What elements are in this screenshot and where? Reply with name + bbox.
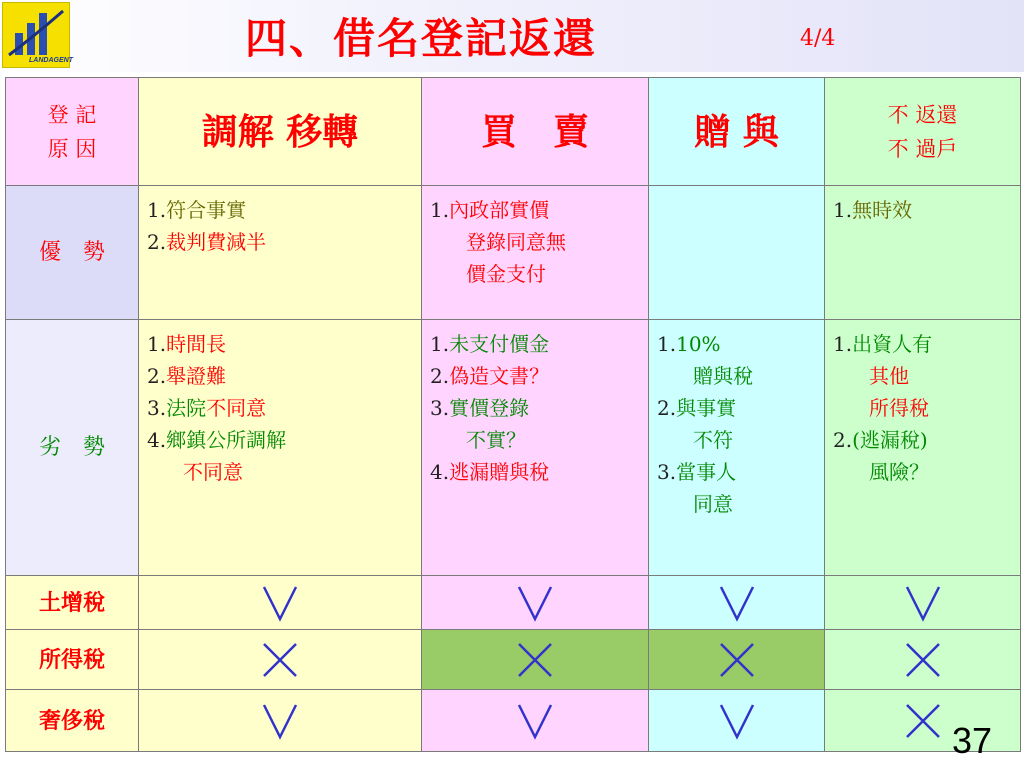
check-icon — [901, 583, 945, 623]
disadvantages-label: 劣 勢 — [6, 320, 139, 576]
item-text: 內政部實價 — [449, 198, 550, 222]
tax-mark-cell — [825, 576, 1021, 630]
check-icon — [715, 583, 759, 623]
cross-icon — [901, 701, 945, 741]
tax-mark-cell — [422, 690, 649, 752]
tax-label: 奢侈稅 — [6, 690, 139, 752]
item-number: 1. — [430, 332, 450, 356]
item-text: 逃漏贈與稅 — [449, 460, 550, 484]
header-cell-gift — [649, 78, 825, 186]
item-text: 舉證難 — [166, 364, 227, 388]
logo-text: LANDAGENT — [29, 57, 73, 64]
header-reason-line2: 原 因 — [47, 136, 97, 161]
disadvantages-sale — [422, 320, 649, 576]
page-title: 四、借名登記返還 — [245, 14, 598, 63]
tax-row-income — [6, 630, 1021, 690]
advantages-label: 優 勢 — [6, 186, 139, 320]
item-number: 1. — [430, 198, 450, 222]
tax-mark-cell — [139, 690, 422, 752]
landagent-logo — [2, 2, 73, 68]
tax-mark-cell — [649, 576, 825, 630]
check-icon — [715, 701, 759, 741]
item-continuation: 登錄同意無 — [466, 230, 566, 254]
tax-label: 土增稅 — [6, 576, 139, 630]
item-continuation: 不符 — [693, 428, 733, 452]
header-reason-line1: 登 記 — [47, 102, 97, 127]
advantages-row — [6, 186, 1021, 320]
item-text: 時間長 — [166, 332, 227, 356]
advantages-no-return — [825, 186, 1021, 320]
header-cell-no-return — [825, 78, 1021, 186]
check-icon — [513, 583, 557, 623]
item-continuation: 其他 — [869, 364, 909, 388]
header-cell-mediation — [139, 78, 422, 186]
tax-mark-cell — [649, 630, 825, 690]
item-number: 3. — [147, 396, 167, 420]
item-text: 當事人 — [676, 460, 737, 484]
header-sale-label: 買 賣 — [480, 110, 589, 153]
item-number: 3. — [430, 396, 450, 420]
table-header-row — [6, 78, 1021, 186]
item-continuation: 不實？ — [466, 428, 526, 452]
tax-row-land-value — [6, 576, 1021, 630]
item-number: 1. — [833, 198, 853, 222]
disadvantages-no-return — [825, 320, 1021, 576]
item-number: 1. — [147, 198, 167, 222]
cross-icon — [258, 640, 302, 680]
item-continuation: 所得稅 — [869, 396, 929, 420]
disadvantages-mediation — [139, 320, 422, 576]
tax-mark-cell — [422, 630, 649, 690]
item-number: 3. — [657, 460, 677, 484]
comparison-table — [5, 77, 1021, 752]
item-text: 鄉鎮公所調解 — [166, 428, 287, 452]
cross-icon — [513, 640, 557, 680]
tax-label: 所得稅 — [6, 630, 139, 690]
item-number: 2. — [657, 396, 677, 420]
header-gift-label: 贈 與 — [694, 110, 779, 153]
item-text: 無時效 — [852, 198, 913, 222]
header-cell-reason — [6, 78, 139, 186]
item-text: 偽造文書？ — [449, 364, 550, 388]
item-text: 出資人有 — [852, 332, 933, 356]
advantages-mediation — [139, 186, 422, 320]
item-continuation: 同意 — [693, 492, 733, 516]
item-text: 法院 — [166, 396, 207, 420]
cross-icon — [901, 640, 945, 680]
advantages-sale — [422, 186, 649, 320]
item-continuation: 贈與稅 — [693, 364, 753, 388]
header-mediation-label: 調解 移轉 — [201, 110, 359, 153]
item-number: 2. — [430, 364, 450, 388]
tax-mark-cell — [422, 576, 649, 630]
page-fraction: 4/4 — [800, 26, 836, 51]
tax-row-luxury — [6, 690, 1021, 752]
tax-mark-cell — [139, 576, 422, 630]
item-text: 符合事實 — [166, 198, 247, 222]
item-text: (逃漏稅) — [852, 428, 928, 452]
item-number: 4. — [430, 460, 450, 484]
slide-number: 37 — [951, 720, 992, 761]
tax-mark-cell — [825, 630, 1021, 690]
item-continuation: 風險？ — [869, 460, 929, 484]
header-no-return-line1: 不 返還 — [887, 102, 958, 127]
item-number: 2. — [147, 364, 167, 388]
item-number: 1. — [147, 332, 167, 356]
item-text: 未支付價金 — [449, 332, 550, 356]
header-no-return-line2: 不 過戶 — [887, 136, 958, 161]
item-number: 4. — [147, 428, 167, 452]
header-cell-sale — [422, 78, 649, 186]
advantages-gift — [649, 186, 825, 320]
item-text: 裁判費減半 — [166, 230, 267, 254]
check-icon — [258, 583, 302, 623]
item-continuation: 不同意 — [183, 460, 243, 484]
item-number: 2. — [147, 230, 167, 254]
disadvantages-row — [6, 320, 1021, 576]
check-icon — [258, 701, 302, 741]
tax-mark-cell — [139, 630, 422, 690]
tax-mark-cell — [649, 690, 825, 752]
slide-header — [0, 0, 1024, 72]
item-number: 2. — [833, 428, 853, 452]
check-icon — [513, 701, 557, 741]
item-text: 與事實 — [676, 396, 737, 420]
cross-icon — [715, 640, 759, 680]
item-text: 10% — [676, 332, 721, 356]
item-number: 1. — [833, 332, 853, 356]
item-text: 實價登錄 — [449, 396, 530, 420]
item-number: 1. — [657, 332, 677, 356]
disadvantages-gift — [649, 320, 825, 576]
item-continuation: 價金支付 — [466, 262, 546, 286]
item-text: 不同意 — [206, 396, 267, 420]
